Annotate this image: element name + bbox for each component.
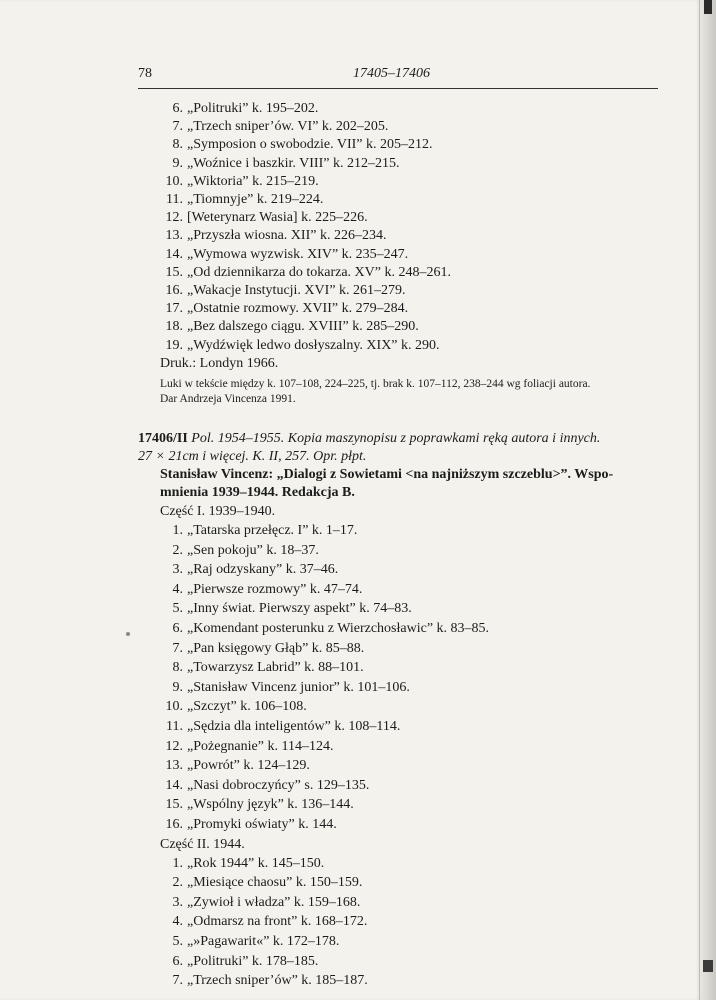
item-number: 6.: [172, 621, 183, 637]
item-text: „Wiktoria” k. 215–219.: [187, 173, 319, 189]
entry-title: Stanisław Vincenz: „Dialogi z Sowietami <na najniższym szczeblu>”. Wspo-: [160, 467, 614, 483]
list-item: [160, 521, 665, 541]
list-item: [160, 264, 665, 282]
list-item: [160, 100, 665, 118]
item-number: 10.: [165, 699, 183, 715]
list-item: [160, 318, 665, 336]
list-item: [160, 912, 665, 932]
part-heading: Część II. 1944.: [160, 836, 245, 852]
item-text: „Komendant posterunku z Wierzchosławic” k. 83–85.: [187, 621, 490, 637]
part-heading: Część I. 1939–1940.: [160, 504, 276, 520]
item-number: 4.: [172, 581, 183, 597]
edge-mark: [704, 0, 712, 14]
item-text: „Od dziennikarza do tokarza. XV” k. 248–261.: [187, 264, 451, 280]
item-number: 1.: [172, 523, 183, 539]
item-number: 12.: [165, 738, 183, 754]
item-number: 1.: [172, 855, 183, 871]
item-number: 5.: [172, 601, 183, 617]
list-item: [160, 191, 665, 209]
item-text: „Bez dalszego ciągu. XVIII” k. 285–290.: [187, 319, 419, 335]
list-item: [160, 854, 665, 874]
paper-blemish: [126, 632, 130, 636]
item-text: „Pożegnanie” k. 114–124.: [187, 738, 334, 754]
item-text: „Trzech sniper’ów” k. 185–187.: [187, 973, 368, 989]
item-number: 12.: [165, 210, 183, 226]
item-text: „Miesiące chaosu” k. 150–159.: [187, 875, 363, 891]
list-item: [160, 795, 665, 815]
footnote: [160, 377, 665, 407]
list-item: [160, 118, 665, 136]
item-text: „Politruki” k. 195–202.: [187, 101, 319, 116]
list-item: [160, 639, 665, 659]
item-text: „Trzech sniper’ów. VI” k. 202–205.: [187, 119, 389, 135]
item-number: 4.: [172, 914, 183, 930]
item-text: „Tiomnyje” k. 219–224.: [187, 192, 324, 208]
item-number: 7.: [172, 973, 183, 989]
footnote-line: Dar Andrzeja Vincenza 1991.: [160, 393, 296, 406]
item-number: 2.: [172, 875, 183, 891]
item-text: „Rok 1944” k. 145–150.: [187, 855, 325, 871]
list-item: [160, 599, 665, 619]
item-number: 13.: [165, 758, 183, 774]
item-text: „Inny świat. Pierwszy aspekt” k. 74–83.: [187, 601, 412, 617]
header-rule: [138, 88, 658, 89]
item-text: „Ostatnie rozmowy. XVII” k. 279–284.: [187, 301, 409, 317]
item-text: „Sen pokoju” k. 18–37.: [187, 542, 319, 558]
list-item: [160, 136, 665, 154]
item-text: „Promyki oświaty” k. 144.: [187, 816, 337, 832]
item-text: „Stanisław Vincenz junior” k. 101–106.: [187, 679, 410, 695]
item-number: 18.: [165, 319, 183, 335]
item-text: „Zywioł i władza” k. 159–168.: [187, 894, 361, 910]
item-number: 8.: [172, 660, 183, 676]
list-item: [160, 541, 665, 561]
list-item: [160, 893, 665, 913]
item-number: 3.: [172, 894, 183, 910]
item-number: 16.: [165, 816, 183, 832]
item-number: 10.: [165, 173, 183, 189]
item-number: 6.: [172, 101, 183, 116]
page-body: [138, 100, 665, 991]
list-item: [160, 246, 665, 264]
list-item: [160, 678, 665, 698]
item-number: 17.: [165, 301, 183, 317]
page-edge: [699, 0, 716, 1000]
item-text: „Politruki” k. 178–185.: [187, 953, 319, 969]
list-item: [160, 932, 665, 952]
item-number: 5.: [172, 933, 183, 949]
chapter-list-17405: [160, 100, 665, 355]
footnote-line: Luki w tekście między k. 107–108, 224–225, tj. brak k. 107–112, 238–244 wg foliacji autora.: [160, 378, 591, 391]
item-number: 16.: [165, 283, 183, 299]
list-item: [160, 737, 665, 757]
item-text: „Pierwsze rozmowy” k. 47–74.: [187, 581, 363, 597]
item-text: „Towarzysz Labrid” k. 88–101.: [187, 660, 364, 676]
item-text: „Tatarska przełęcz. I” k. 1–17.: [187, 523, 358, 539]
list-item: [160, 971, 665, 991]
page-header: [138, 64, 658, 86]
item-text: „Nasi dobroczyńcy” s. 129–135.: [187, 777, 370, 793]
edge-mark: [703, 960, 713, 972]
list-item: [160, 717, 665, 737]
item-text: „Wakacje Instytucji. XVI” k. 261–279.: [187, 283, 406, 299]
item-text: „Odmarsz na front” k. 168–172.: [187, 914, 368, 930]
entry-signature: 17406/II: [138, 431, 188, 447]
item-number: 2.: [172, 542, 183, 558]
item-text: „Sędzia dla inteligentów” k. 108–114.: [187, 718, 401, 734]
list-item: [160, 873, 665, 893]
list-item: [160, 282, 665, 300]
item-text: „Powrót” k. 124–129.: [187, 758, 310, 774]
list-item: [160, 560, 665, 580]
item-number: 9.: [172, 155, 183, 171]
item-number: 3.: [172, 562, 183, 578]
item-text: „Wydźwięk ledwo dosłyszalny. XIX” k. 290.: [187, 337, 440, 353]
item-text: [Weterynarz Wasia] k. 225–226.: [187, 210, 368, 226]
item-text: „Symposion o swobodzie. VII” k. 205–212.: [187, 137, 433, 153]
entry-header: [138, 430, 665, 466]
entry-description: 27 × 21cm i więcej. K. II, 257. Opr. płpt.: [138, 449, 367, 465]
item-number: 13.: [165, 228, 183, 244]
item-text: „»Pagawarit«” k. 172–178.: [187, 933, 340, 949]
list-item: [160, 337, 665, 355]
list-item: [160, 227, 665, 245]
chapter-list-part-1: [160, 521, 665, 835]
item-text: „Przyszła wiosna. XII” k. 226–234.: [187, 228, 387, 244]
running-head: 17405–17406: [353, 66, 430, 81]
item-number: 15.: [165, 264, 183, 280]
entry-title: mnienia 1939–1944. Redakcja B.: [160, 485, 355, 501]
list-item: [160, 155, 665, 173]
list-item: [160, 580, 665, 600]
item-number: 8.: [172, 137, 183, 153]
list-item: [160, 658, 665, 678]
item-text: „Wymowa wyzwisk. XIV” k. 235–247.: [187, 246, 409, 262]
list-item: [160, 776, 665, 796]
page-number: 78: [138, 66, 152, 81]
item-number: 6.: [172, 953, 183, 969]
chapter-list-part-2: [160, 854, 665, 991]
print-note: Druk.: Londyn 1966.: [160, 355, 279, 371]
item-text: „Szczyt” k. 106–108.: [187, 699, 307, 715]
item-text: „Raj odzyskany” k. 37–46.: [187, 562, 339, 578]
entry-description: Pol. 1954–1955. Kopia maszynopisu z poprawkami ręką autora i innych.: [187, 431, 601, 447]
list-item: [160, 952, 665, 972]
item-number: 11.: [166, 192, 183, 208]
item-number: 9.: [172, 679, 183, 695]
list-item: [160, 619, 665, 639]
item-number: 14.: [165, 777, 183, 793]
item-number: 19.: [165, 337, 183, 353]
list-item: [160, 300, 665, 318]
list-item: [160, 173, 665, 191]
item-number: 14.: [165, 246, 183, 262]
item-text: „Pan księgowy Głąb” k. 85–88.: [187, 640, 365, 656]
item-number: 11.: [166, 718, 183, 734]
item-number: 7.: [172, 640, 183, 656]
list-item: [160, 697, 665, 717]
list-item: [160, 756, 665, 776]
list-item: [160, 815, 665, 835]
item-text: „Wspólny język” k. 136–144.: [187, 797, 354, 813]
item-text: „Woźnice i baszkir. VIII” k. 212–215.: [187, 155, 400, 171]
list-item: [160, 209, 665, 227]
item-number: 15.: [165, 797, 183, 813]
item-number: 7.: [172, 119, 183, 135]
